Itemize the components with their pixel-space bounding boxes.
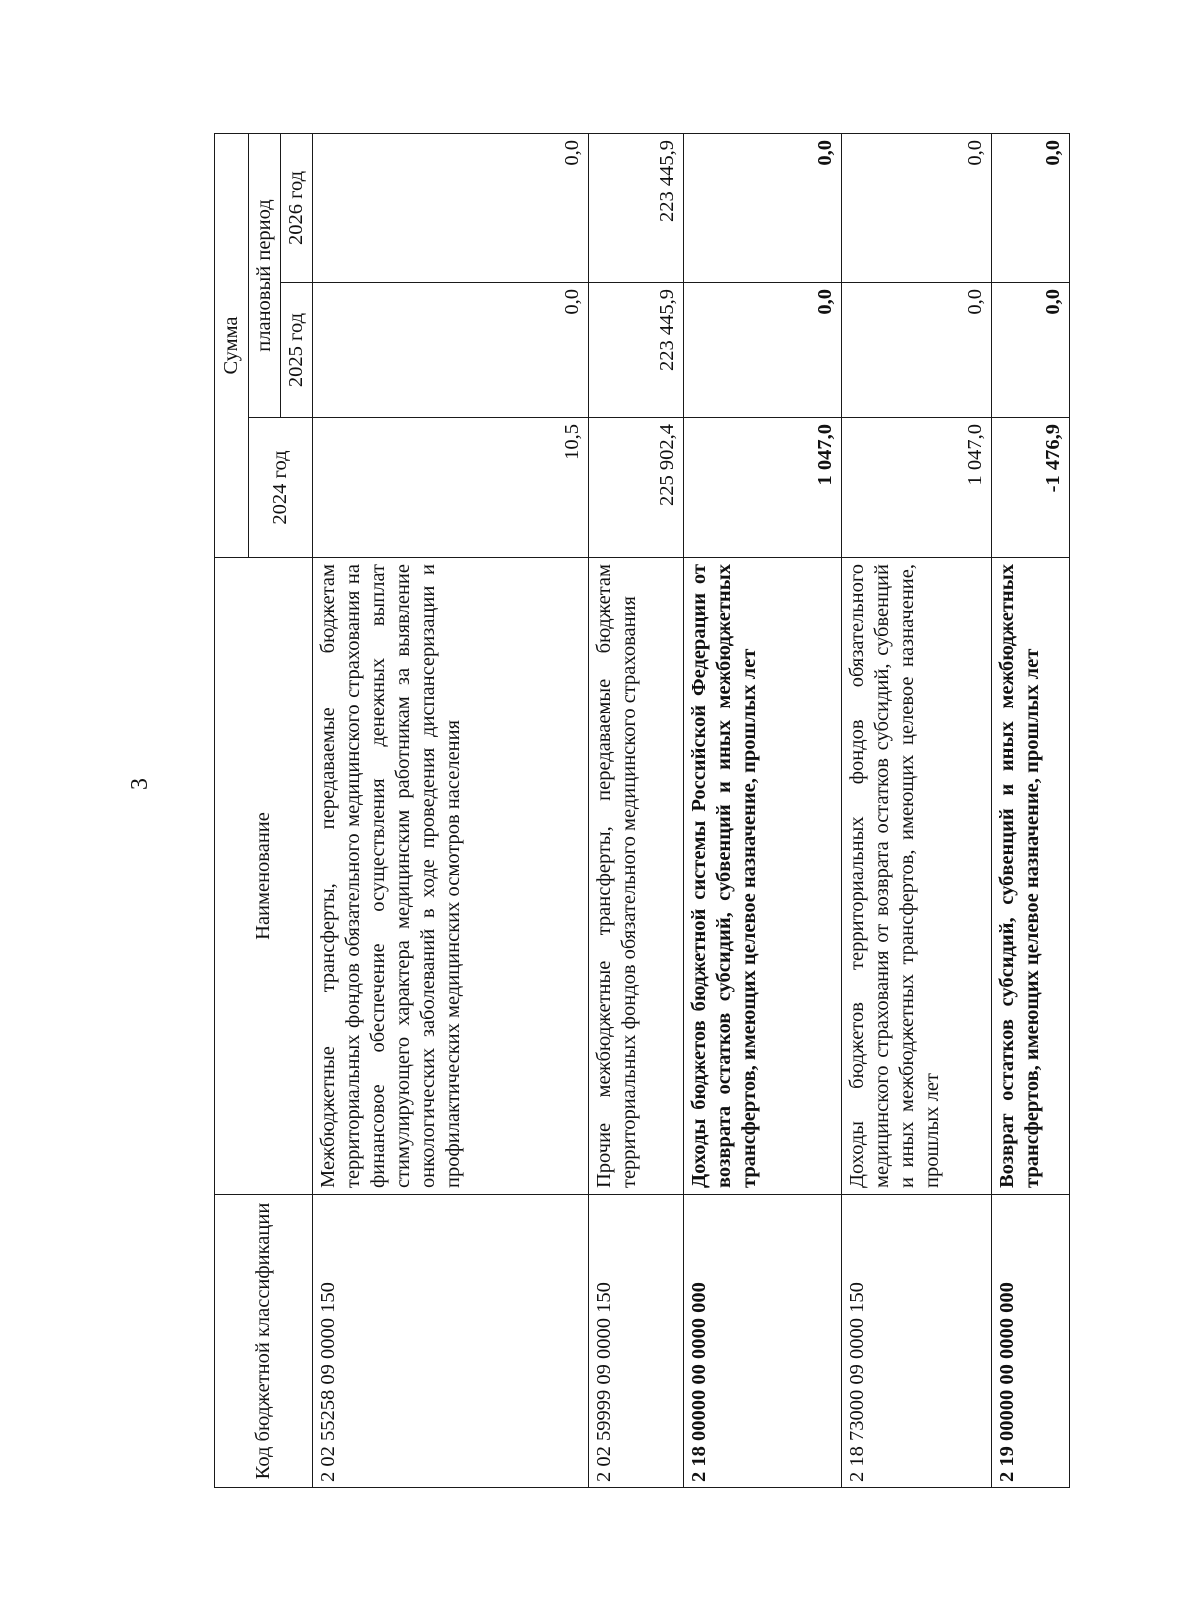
row-value-2024: 1 047,0 <box>684 418 842 558</box>
row-value-2024: 1 047,0 <box>842 418 992 558</box>
header-code: Код бюджетной классификации <box>215 1195 313 1488</box>
table-row <box>313 133 589 1487</box>
header-name: Наименование <box>215 558 313 1195</box>
row-name: Доходы бюджетов бюджетной системы Российской Федерации от возврата остатков субсидий, субвенций и иных межбюджетных трансфертов, имеющих целевое назначение, прошлых лет <box>684 558 842 1195</box>
row-value-2026: 0,0 <box>313 133 589 282</box>
row-name: Межбюджетные трансферты, передаваемые бюджетам территориальных фондов обязательного медицинского страхования на финансовое обеспечение осуществления денежных выплат стимулирующего характера медицинским работникам за выявление онкологических заболеваний в ходе проведения диспансеризации и профилактических медицинских осмотров населения <box>313 558 589 1195</box>
row-value-2025: 0,0 <box>313 283 589 418</box>
table-row <box>684 133 842 1487</box>
row-code: 2 18 73000 09 0000 150 <box>842 1195 992 1488</box>
row-value-2024: -1 476,9 <box>992 418 1070 558</box>
row-value-2026: 0,0 <box>992 133 1070 282</box>
row-name: Возврат остатков субсидий, субвенций и иных межбюджетных трансфертов, имеющих целевое назначение, прошлых лет <box>992 558 1070 1195</box>
row-value-2025: 0,0 <box>842 283 992 418</box>
header-year-2024: 2024 год <box>249 418 313 558</box>
row-value-2026: 223 445,9 <box>589 133 684 282</box>
table-row <box>992 133 1070 1487</box>
budget-table <box>214 133 1070 1488</box>
table-row <box>589 133 684 1487</box>
row-value-2025: 0,0 <box>684 283 842 418</box>
row-value-2026: 0,0 <box>842 133 992 282</box>
row-value-2026: 0,0 <box>684 133 842 282</box>
header-planned-period: плановый период <box>249 133 281 417</box>
row-value-2024: 10,5 <box>313 418 589 558</box>
row-value-2025: 0,0 <box>992 283 1070 418</box>
header-year-2026: 2026 год <box>281 133 313 282</box>
row-code: 2 02 59999 09 0000 150 <box>589 1195 684 1488</box>
row-code: 2 18 00000 00 0000 000 <box>684 1195 842 1488</box>
page-number: 3 <box>127 778 153 790</box>
row-code: 2 19 00000 00 0000 000 <box>992 1195 1070 1488</box>
budget-table-container <box>214 134 1067 1488</box>
row-name: Доходы бюджетов территориальных фондов обязательного медицинского страхования от возврата остатков субсидий, субвенций и иных межбюджетных трансфертов, имеющих целевое назначение, прошлых лет <box>842 558 992 1195</box>
row-name: Прочие межбюджетные трансферты, передаваемые бюджетам территориальных фондов обязательного медицинского страхования <box>589 558 684 1195</box>
row-value-2024: 225 902,4 <box>589 418 684 558</box>
header-year-2025: 2025 год <box>281 283 313 418</box>
header-sum: Сумма <box>215 133 249 557</box>
row-value-2025: 223 445,9 <box>589 283 684 418</box>
row-code: 2 02 55258 09 0000 150 <box>313 1195 589 1488</box>
table-row <box>842 133 992 1487</box>
